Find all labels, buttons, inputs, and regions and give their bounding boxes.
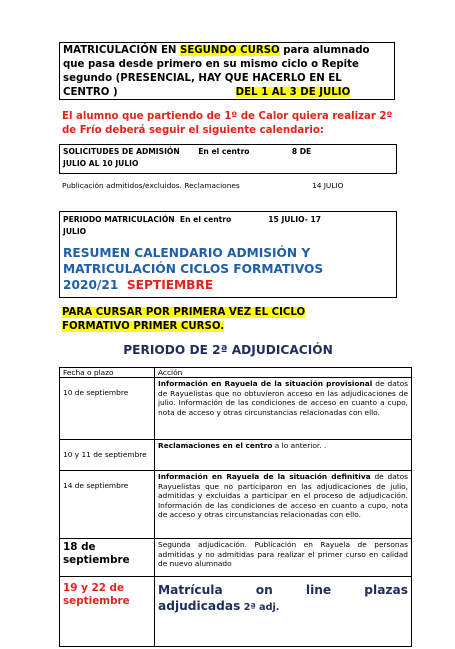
block1-line4: CENTRO ) DEL 1 AL 3 DE JULIO — [63, 87, 351, 98]
row-date: 14 de septiembre — [60, 471, 155, 539]
julio-dates-highlight: DEL 1 AL 3 DE JULIO — [235, 87, 351, 98]
periodo-line1: PERIODO MATRICULACIÓN En el centro 15 JULIO- 17 — [63, 215, 322, 224]
resumen-title: RESUMEN CALENDARIO ADMISIÓN Y MATRICULACIÓN CICLOS FORMATIVOS 2020/21 SEPTIEMBRE — [63, 246, 324, 292]
block1-line1: MATRICULACIÓN EN SEGUNDO CURSO para alumnado — [63, 45, 370, 56]
row-action: Matrícula on line plazas adjudicadas 2ª adj. — [155, 577, 412, 647]
septiembre-label: SEPTIEMBRE — [126, 278, 214, 292]
block1-line2: que pasa desde primero en su mismo ciclo o Repite — [63, 59, 359, 70]
table-row — [60, 471, 412, 539]
table-row — [60, 378, 412, 440]
table-row — [60, 539, 412, 577]
publicacion-date: 14 JULIO — [312, 181, 344, 190]
row-date: 10 de septiembre — [60, 378, 155, 440]
publicacion-text: Publicación admitidos/excluidos. Reclamaciones — [62, 181, 240, 190]
table-row — [60, 440, 412, 471]
table-header-row — [60, 368, 412, 378]
segundo-curso-highlight: SEGUNDO CURSO — [179, 45, 280, 56]
periodo-line2: JULIO — [63, 227, 87, 236]
calendar-table — [59, 367, 412, 647]
publicacion-line — [62, 181, 344, 190]
table-row — [60, 577, 412, 647]
row-date: 19 y 22 de septiembre — [60, 577, 155, 647]
calor-frio-note: El alumno que partiendo de 1º de Calor quiera realizar 2º de Frío deberá seguir el siguiente calendario: — [62, 111, 393, 136]
primer-curso-heading: PARA CURSAR POR PRIMERA VEZ EL CICLO FORMATIVO PRIMER CURSO. — [62, 307, 306, 332]
row-action: Reclamaciones en el centro a lo anterior. . — [155, 440, 412, 471]
row-action: Información en Rayuela de la situación definitiva de datos Rayuelistas que no participaron en las adjudicaciones de julio, admitidas y excluidas a participar en el proceso de adjudicación. Información de las condiciones de acceso en cuanto a cupo, nota de acceso y otras circunstancias relacionadas con ello. — [155, 471, 412, 539]
solicitudes-line2: JULIO AL 10 JULIO — [63, 159, 139, 168]
periodo-resumen-box — [59, 211, 397, 298]
segunda-adjudicacion-heading: PERIODO DE 2ª ADJUDICACIÓN — [123, 343, 333, 357]
solicitudes-box — [59, 144, 397, 174]
header-fecha: Fecha o plazo — [60, 368, 155, 378]
row-date: 10 y 11 de septiembre — [60, 440, 155, 471]
row-date: 18 de septiembre — [60, 539, 155, 577]
solicitudes-line1: SOLICITUDES DE ADMISIÓN En el centro 8 DE — [63, 147, 312, 156]
row-action: Segunda adjudicación. Publicación en Rayuela de personas admitidas y no admitidas para realizar el primer curso en calidad de nuevo alumnado — [155, 539, 412, 577]
block1-line3: segundo (PRESENCIAL, HAY QUE HACERLO EN EL — [63, 73, 342, 84]
header-accion: Acción — [155, 368, 412, 378]
segundo-curso-box — [59, 42, 395, 100]
row-action: Información en Rayuela de la situación provisional de datos de Rayuelistas que no obtuvieron acceso en las adjudicaciones de julio. Información de las condiciones de acceso en cuanto a cupo, nota de acceso y otras circunstancias relacionadas con ello. — [155, 378, 412, 440]
